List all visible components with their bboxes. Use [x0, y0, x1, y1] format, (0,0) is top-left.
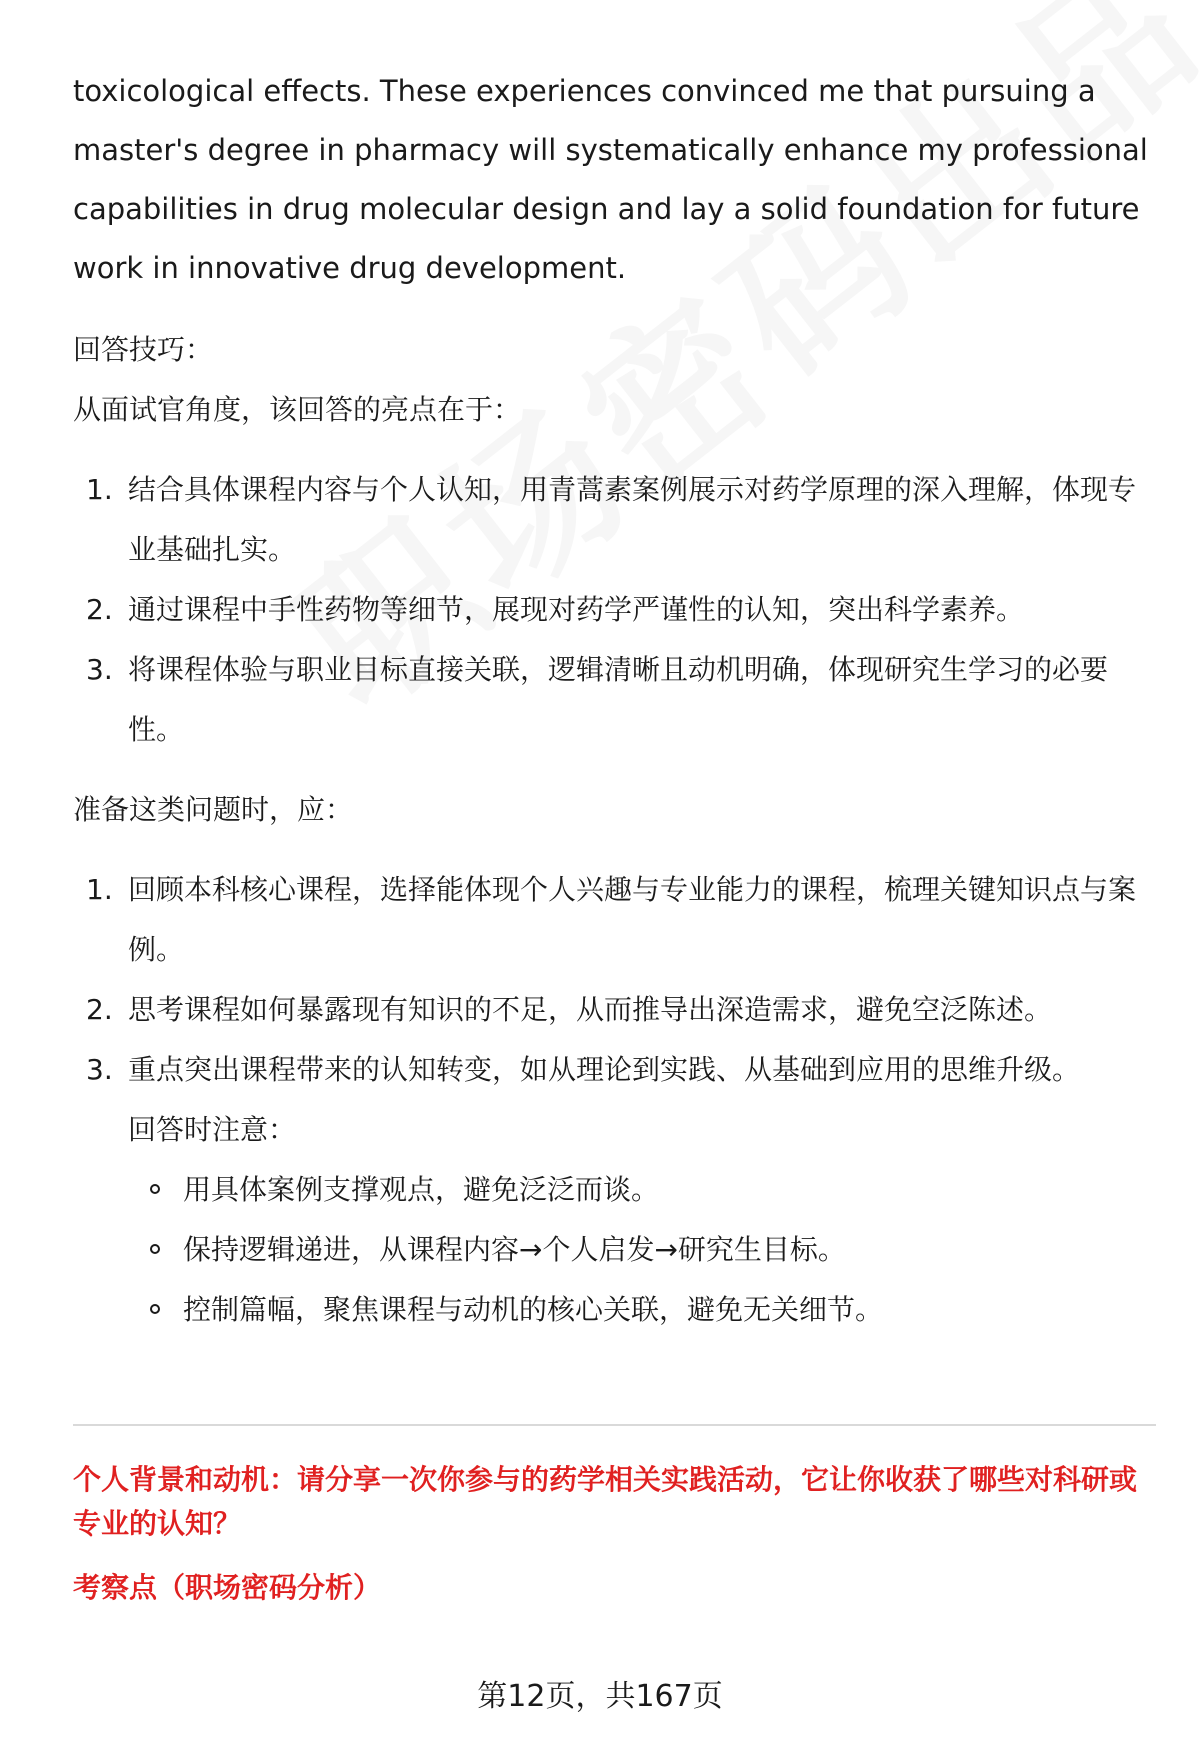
- page-footer: 第12页，共167页: [477, 1679, 723, 1714]
- list-number: 3.: [86, 653, 113, 686]
- highlights-list: [73, 460, 1153, 760]
- sub-list-item: [128, 1280, 1153, 1340]
- intro-paragraph: toxicological effects. These experiences convinced me that pursuing a master's degree in pharmacy will systematically enhance my professional capabilities in drug molecular design and lay a solid foundation for future work in innovative drug development.: [73, 74, 1148, 285]
- document-body: [73, 62, 1153, 1340]
- list-item-text: 重点突出课程带来的认知转变，如从理论到实践、从基础到应用的思维升级。: [128, 1053, 1081, 1086]
- list-item: [73, 580, 1153, 640]
- notes-list: [128, 1160, 1153, 1340]
- list-number: 2.: [86, 593, 113, 626]
- list-number: 3.: [86, 1053, 113, 1086]
- list-item: [73, 640, 1153, 760]
- analysis-subheading: 考察点（职场密码分析）: [73, 1571, 382, 1604]
- hollow-bullet-icon: [150, 1244, 160, 1254]
- list-item: [73, 1040, 1153, 1340]
- prep-heading: 准备这类问题时，应：: [73, 793, 354, 826]
- list-number: 1.: [86, 873, 113, 906]
- sub-list-item: [128, 1220, 1153, 1280]
- list-item-text: 将课程体验与职业目标直接关联，逻辑清晰且动机明确，体现研究生学习的必要性。: [128, 653, 1109, 746]
- hollow-bullet-icon: [150, 1184, 160, 1194]
- sub-list-item-text: 保持逻辑递进，从课程内容→个人启发→研究生目标。: [183, 1233, 846, 1266]
- list-item-text: 通过课程中手性药物等细节，展现对药学严谨性的认知，突出科学素养。: [128, 593, 1025, 626]
- prep-list: [73, 860, 1153, 1340]
- list-number: 1.: [86, 473, 113, 506]
- tips-intro: 从面试官角度，该回答的亮点在于：: [73, 393, 522, 426]
- list-number: 2.: [86, 993, 113, 1026]
- list-item: [73, 460, 1153, 580]
- sub-list-item: [128, 1160, 1153, 1220]
- list-item-text: 回顾本科核心课程，选择能体现个人兴趣与专业能力的课程，梳理关键知识点与案例。: [128, 873, 1137, 966]
- list-item-text: 结合具体课程内容与个人认知，用青蒿素案例展示对药学原理的深入理解，体现专业基础扎实。: [128, 473, 1137, 566]
- sub-list-item-text: 用具体案例支撑观点，避免泛泛而谈。: [183, 1173, 660, 1206]
- section-divider: [73, 1424, 1156, 1426]
- list-item: [73, 860, 1153, 980]
- tips-heading: 回答技巧：: [73, 333, 214, 366]
- list-item-text: 思考课程如何暴露现有知识的不足，从而推导出深造需求，避免空泛陈述。: [128, 993, 1053, 1026]
- next-question-heading: 个人背景和动机：请分享一次你参与的药学相关实践活动，它让你收获了哪些对科研或专业的认知？: [73, 1463, 1138, 1540]
- sub-list-item-text: 控制篇幅，聚焦课程与动机的核心关联，避免无关细节。: [183, 1293, 884, 1326]
- note-label: 回答时注意：: [128, 1113, 297, 1146]
- list-item: [73, 980, 1153, 1040]
- hollow-bullet-icon: [150, 1304, 160, 1314]
